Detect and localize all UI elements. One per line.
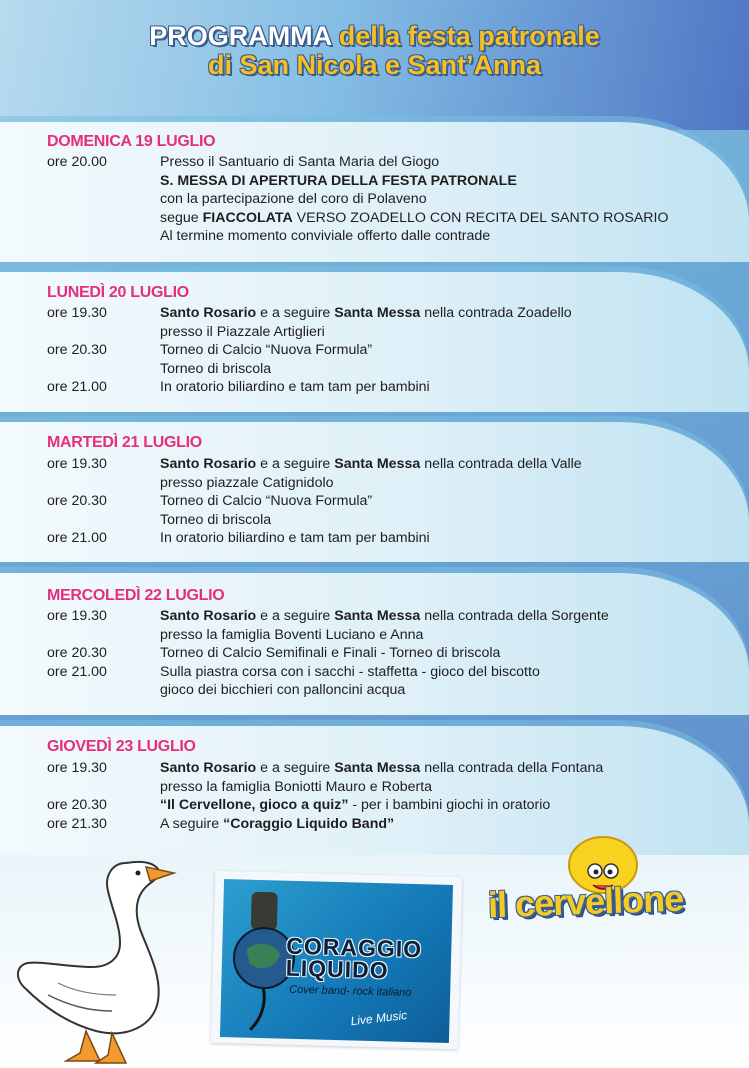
event-description	[160, 227, 720, 246]
event-text: Sulla piastra corsa con i sacchi - staffetta - gioco del biscotto	[160, 663, 540, 680]
event-text: nella contrada della Valle	[420, 456, 582, 472]
event-description	[160, 172, 720, 191]
event-time: ore 19.30	[47, 608, 107, 624]
highlight-text: Santa Messa	[334, 456, 421, 472]
title-festa: della festa patronale	[338, 21, 600, 51]
band-name: CORAGGIO LIQUIDO	[285, 932, 423, 984]
event-time: ore 20.30	[47, 645, 107, 662]
event-description	[160, 778, 720, 797]
day-heading: MERCOLEDÌ 22 LUGLIO	[47, 587, 225, 604]
event-description	[160, 681, 720, 700]
highlight-text: “Coraggio Liquido Band”	[223, 815, 395, 832]
event-description	[160, 323, 720, 342]
event-text: nella contrada della Fontana	[420, 760, 604, 776]
event-time: ore 19.30	[47, 760, 107, 776]
highlight-text: Santo Rosario	[160, 305, 257, 321]
event-text: presso la famiglia Boniotti Mauro e Roberta	[160, 778, 433, 795]
event-description	[160, 360, 720, 379]
event-description	[160, 378, 720, 397]
event-text: nella contrada Zoadello	[420, 305, 572, 321]
event-text: segue	[160, 209, 203, 226]
day-heading: GIOVEDÌ 23 LUGLIO	[47, 738, 196, 755]
event-text: Torneo di Calcio “Nuova Formula”	[160, 342, 373, 359]
event-description	[160, 759, 720, 778]
event-text: Torneo di Calcio “Nuova Formula”	[160, 493, 373, 510]
highlight-text: Santo Rosario	[160, 608, 257, 624]
highlight-text: Santa Messa	[334, 305, 421, 321]
title-saints: di San Nicola e Sant’Anna	[207, 50, 542, 80]
event-time: ore 20.00	[47, 154, 107, 170]
event-text: e a seguire	[256, 760, 335, 776]
event-text: e a seguire	[256, 305, 335, 321]
event-description	[160, 796, 720, 815]
event-text: presso il Piazzale Artiglieri	[160, 323, 325, 340]
event-description	[160, 663, 720, 682]
cervellone-logo: il cervellone	[487, 877, 684, 926]
highlight-text: S. MESSA DI APERTURA DELLA FESTA PATRONALE	[160, 172, 517, 189]
event-time: ore 21.30	[47, 815, 107, 832]
event-text: con la partecipazione del coro di Polaveno	[160, 191, 427, 208]
event-text: In oratorio biliardino e tam tam per bambini	[160, 379, 430, 396]
event-text: e a seguire	[256, 456, 335, 472]
event-text: Torneo di briscola	[160, 511, 272, 528]
event-description	[160, 607, 720, 626]
event-description	[160, 341, 720, 360]
event-time: ore 21.00	[47, 663, 107, 680]
event-text: presso la famiglia Boventi Luciano e Anna	[160, 626, 424, 643]
event-text: gioco dei bicchieri con palloncini acqua	[160, 682, 406, 699]
event-time: ore 20.30	[47, 797, 107, 814]
event-text: Presso il Santuario di Santa Maria del Giogo	[160, 154, 440, 170]
event-description	[160, 153, 720, 172]
event-text: e a seguire	[256, 608, 335, 624]
day-heading: DOMENICA 19 LUGLIO	[47, 133, 216, 150]
event-description	[160, 626, 720, 645]
event-time: ore 19.30	[47, 456, 107, 472]
event-text: A seguire	[160, 815, 224, 832]
event-text: Torneo di Calcio Semifinali e Finali - Torneo di briscola	[160, 645, 501, 662]
band-poster-image	[220, 879, 453, 1043]
page-title	[0, 22, 749, 80]
event-time: ore 20.30	[47, 342, 107, 359]
event-text: presso piazzale Catignidolo	[160, 474, 334, 491]
event-time: ore 21.00	[47, 530, 107, 547]
event-time: ore 20.30	[47, 493, 107, 510]
event-description	[160, 511, 720, 530]
event-description	[160, 815, 720, 834]
event-text: Torneo di briscola	[160, 360, 272, 377]
highlight-text: Santa Messa	[334, 608, 421, 624]
event-description	[160, 190, 720, 209]
event-description	[160, 209, 720, 228]
event-text: Al termine momento conviviale offerto dalle contrade	[160, 228, 491, 245]
highlight-text: Santo Rosario	[160, 456, 257, 472]
event-text: nella contrada della Sorgente	[420, 608, 609, 624]
event-description	[160, 304, 720, 323]
event-description	[160, 474, 720, 493]
event-text: In oratorio biliardino e tam tam per bambini	[160, 530, 430, 547]
day-heading: MARTEDÌ 21 LUGLIO	[47, 434, 202, 451]
band-subtitle: Cover band- rock italiano	[289, 983, 412, 999]
event-time: ore 19.30	[47, 305, 107, 321]
band-poster	[211, 871, 462, 1049]
event-description	[160, 492, 720, 511]
event-description	[160, 529, 720, 548]
event-description	[160, 455, 720, 474]
event-text: VERSO ZOADELLO CON RECITA DEL SANTO ROSARIO	[292, 209, 669, 226]
highlight-text: “Il Cervellone, gioco a quiz”	[160, 797, 349, 814]
highlight-text: Santo Rosario	[160, 760, 257, 776]
highlight-text: FIACCOLATA	[202, 209, 293, 226]
title-programma: PROGRAMMA	[149, 21, 332, 51]
goose-illustration	[8, 855, 188, 1068]
day-heading: LUNEDÌ 20 LUGLIO	[47, 284, 189, 301]
band-signature: Live Music	[349, 1007, 408, 1029]
highlight-text: Santa Messa	[334, 760, 421, 776]
event-text: - per i bambini giochi in oratorio	[348, 797, 551, 814]
event-description	[160, 644, 720, 663]
event-time: ore 21.00	[47, 379, 107, 396]
